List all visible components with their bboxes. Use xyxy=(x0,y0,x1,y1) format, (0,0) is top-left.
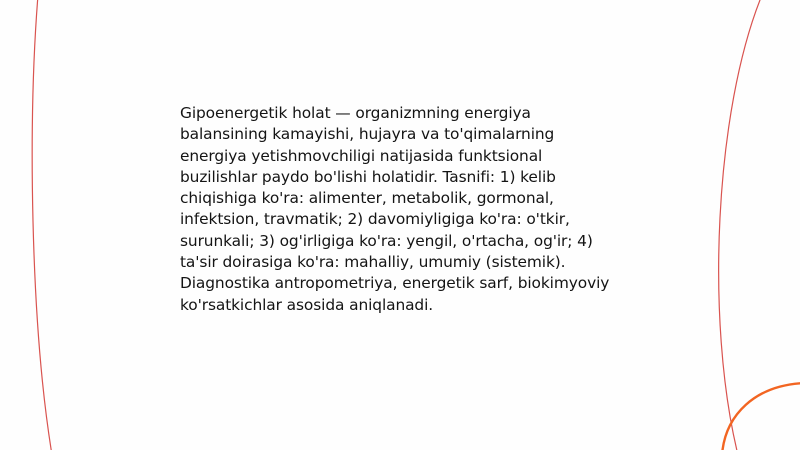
slide-body-text: Gipoenergetik holat — organizmning energiya balansining kamayishi, hujayra va to'qimalarning energiya yetishmovchiligi natijasida funktsional buzilishlar paydo bo'lishi holatidir. Tasnifi: 1) kelib chiqishiga ko'ra: alimenter, metabolik, gormonal, infektsion, travmatik; 2) davomiyligiga ko'ra: o'tkir, surunkali; 3) og'irligiga ko'ra: yengil, o'rtacha, og'ir; 4) ta'sir doirasiga ko'ra: mahalliy, umumiy (sistemik). Diagnostika antropometriya, energetik sarf, biokimyoviy ko'rsatkichlar asosida aniqlanadi. xyxy=(180,104,610,314)
left-red-arc xyxy=(32,0,52,450)
bottom-right-orange-arc xyxy=(722,383,800,450)
right-red-arc xyxy=(719,0,762,450)
